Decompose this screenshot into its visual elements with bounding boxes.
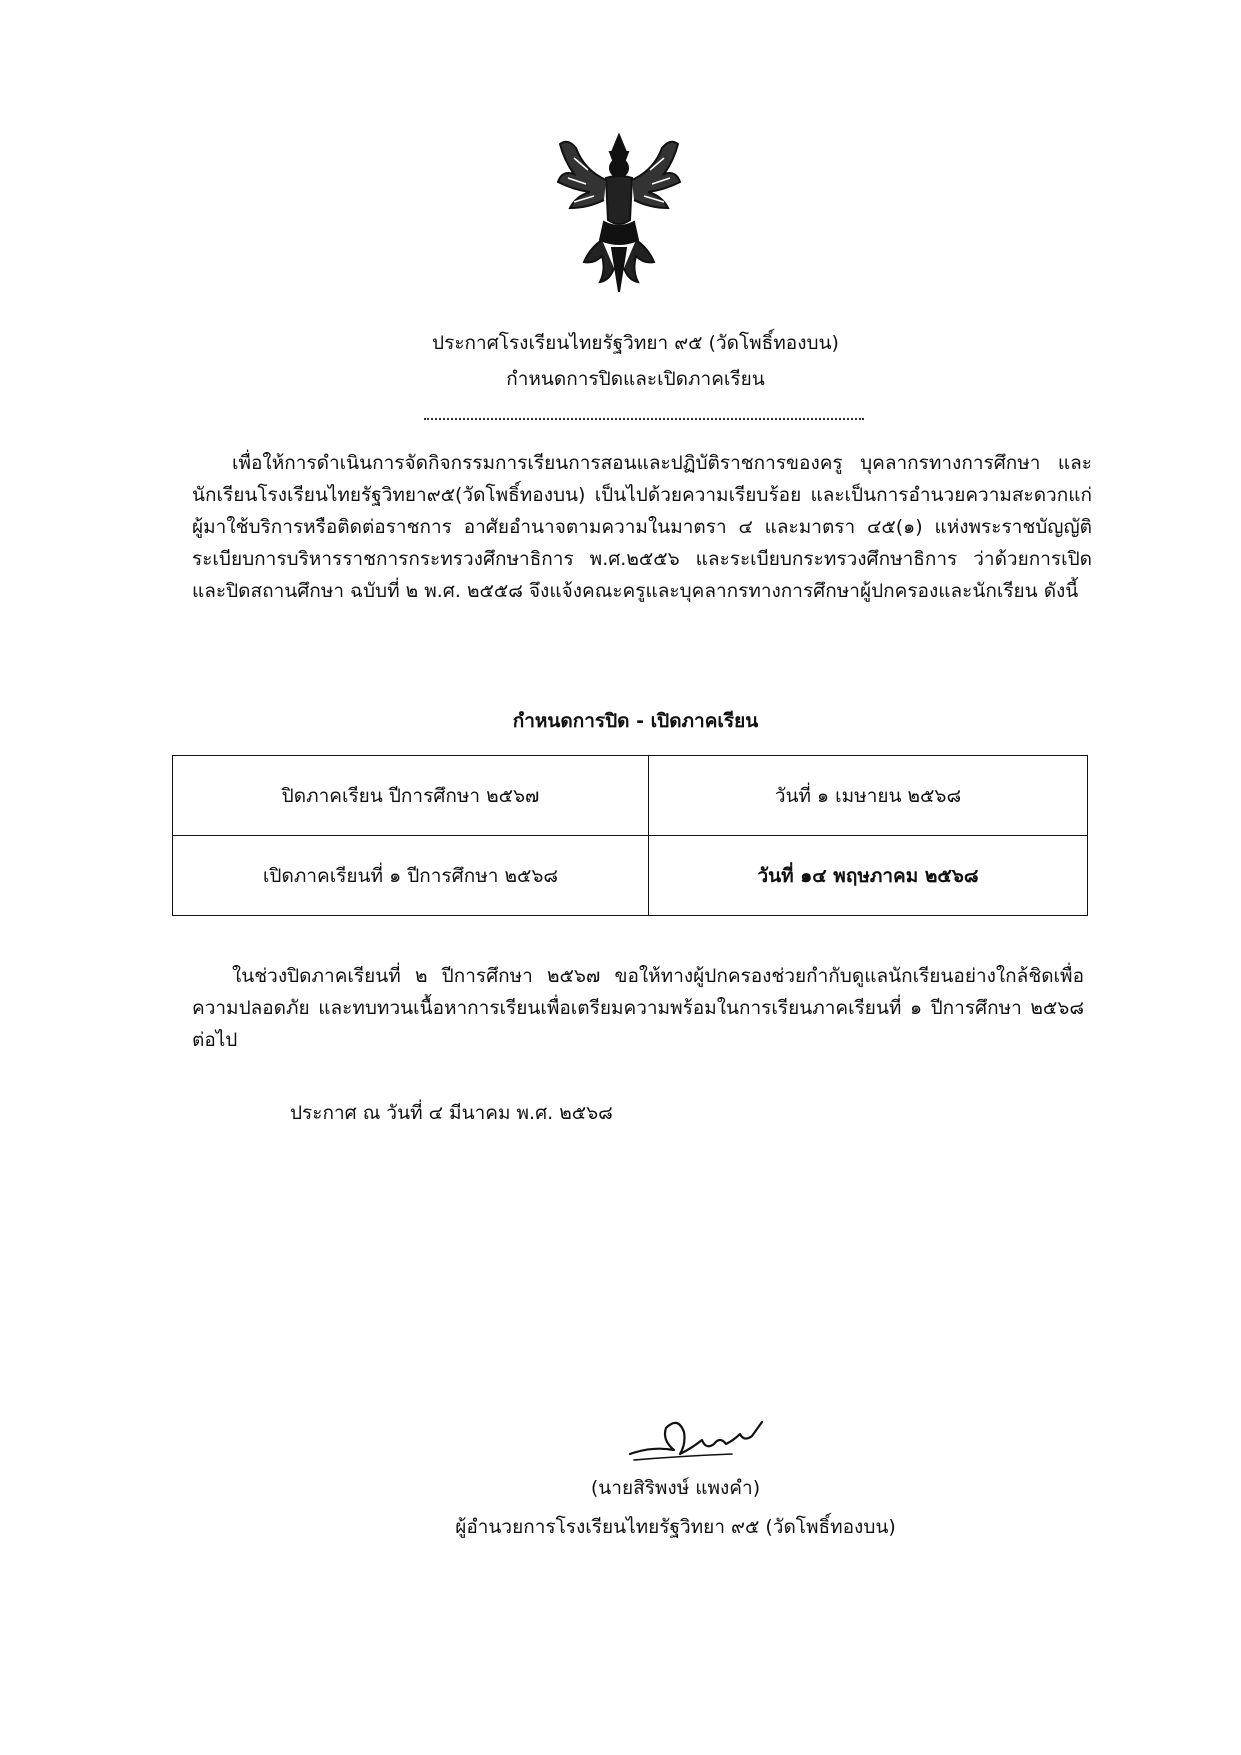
dotted-divider xyxy=(424,418,864,420)
schedule-table xyxy=(172,755,1088,916)
announcement-title: ประกาศโรงเรียนไทยรัฐวิทยา ๙๕ (วัดโพธิ์ทองบน) xyxy=(432,332,839,354)
table-row xyxy=(173,836,1088,916)
schedule-date-cell: วันที่ ๑ เมษายน ๒๕๖๘ xyxy=(649,756,1088,836)
closing-paragraph: ในช่วงปิดภาคเรียนที่ ๒ ปีการศึกษา ๒๕๖๗ ขอให้ทางผู้ปกครองช่วยกำกับดูแลนักเรียนอย่างใกล้ชิดเพื่อความปลอดภัย และทบทวนเนื้อหาการเรียนเพื่อเตรียมความพร้อมในการเรียนภาคเรียนที่ ๑ ปีการศึกษา ๒๕๖๘ ต่อไป xyxy=(192,965,1084,1051)
schedule-heading: กำหนดการปิด - เปิดภาคเรียน xyxy=(512,710,759,732)
table-row xyxy=(173,756,1088,836)
intro-paragraph: เพื่อให้การดำเนินการจัดกิจกรรมการเรียนการสอนและปฏิบัติราชการของครู บุคลากรทางการศึกษา และนักเรียนโรงเรียนไทยรัฐวิทยา๙๕(วัดโพธิ์ทองบน) เป็นไปด้วยความเรียบร้อย และเป็นการอำนวยความสะดวกแก่ผู้มาใช้บริการหรือติดต่อราชการ อาศัยอำนาจตามความในมาตรา ๔ และมาตรา ๔๕(๑) แห่งพระราชบัญญัติระเบียบการบริหารราชการกระทรวงศึกษาธิการ พ.ศ.๒๕๕๖ และระเบียบกระทรวงศึกษาธิการ ว่าด้วยการเปิดและปิดสถานศึกษา ฉบับที่ ๒ พ.ศ. ๒๕๕๘ จึงแจ้งคณะครูและบุคลากรทางการศึกษาผู้ปกครองและนักเรียน ดังนี้ xyxy=(192,452,1093,602)
signer-name: (นายสิริพงษ์ แพงคำ) xyxy=(590,1477,761,1499)
garuda-emblem-icon xyxy=(554,130,684,295)
schedule-event-cell: ปิดภาคเรียน ปีการศึกษา ๒๕๖๗ xyxy=(173,756,649,836)
signer-position: ผู้อำนวยการโรงเรียนไทยรัฐวิทยา ๙๕ (วัดโพธิ์ทองบน) xyxy=(455,1516,896,1538)
schedule-date-cell: วันที่ ๑๔ พฤษภาคม ๒๕๖๘ xyxy=(649,836,1088,916)
schedule-event-cell: เปิดภาคเรียนที่ ๑ ปีการศึกษา ๒๕๖๘ xyxy=(173,836,649,916)
announcement-subtitle: กำหนดการปิดและเปิดภาคเรียน xyxy=(506,368,765,390)
announcement-date: ประกาศ ณ วันที่ ๔ มีนาคม พ.ศ. ๒๕๖๘ xyxy=(290,1102,613,1124)
handwritten-signature-icon xyxy=(622,1410,782,1470)
